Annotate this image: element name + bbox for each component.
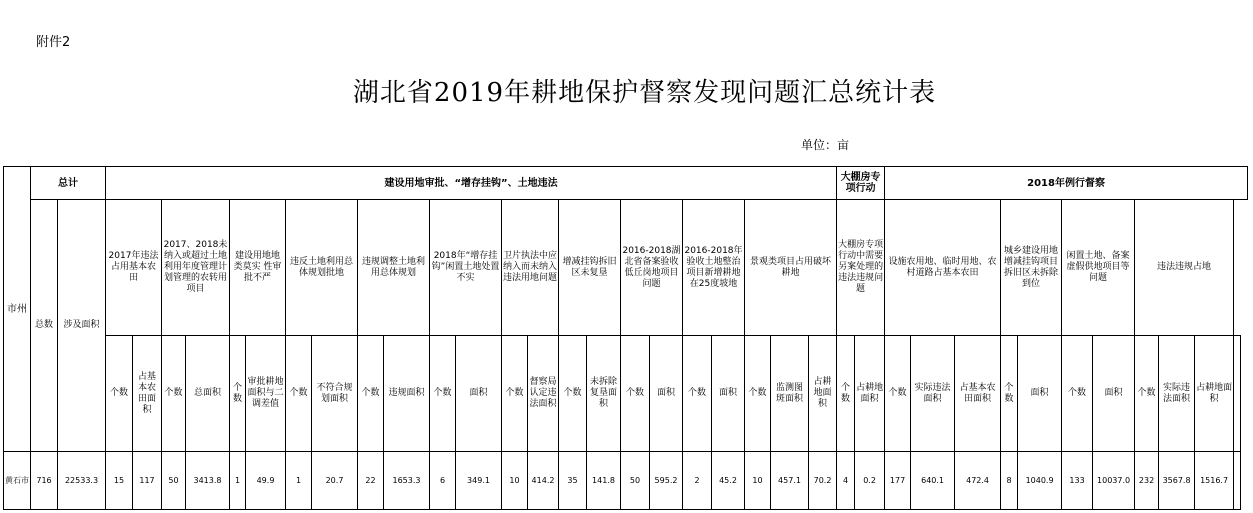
data-cell: 70.2 (809, 452, 837, 510)
data-cell: 45.2 (712, 452, 745, 510)
subheader-cell: 实际违法面积 (911, 336, 955, 452)
data-cell: 457.1 (771, 452, 809, 510)
subheader-cell: 占耕地面积 (1195, 336, 1234, 452)
category-header: 增减挂钩拆旧区未复垦 (559, 200, 621, 336)
subheader-cell: 个数 (430, 336, 456, 452)
category-header: 城乡建设用地增减挂钩项目拆旧区未拆除到位 (1001, 200, 1062, 336)
title-text: 湖北省2019年耕地保护督察发现问题汇总统计表 (352, 78, 937, 108)
data-cell: 1040.9 (1018, 452, 1062, 510)
data-cell: 15 (106, 452, 133, 510)
subheader-cell: 个数 (683, 336, 712, 452)
data-cell: 595.2 (650, 452, 683, 510)
subheader-cell: 面积 (650, 336, 683, 452)
data-cell: 8 (1001, 452, 1018, 510)
category-header: 大棚房专项行动中需要另案处理的违法违规问题 (837, 200, 885, 336)
category-header: 建设用地地类莫实 性审批不严 (230, 200, 286, 336)
data-cell: 50 (162, 452, 186, 510)
group-header-total: 总计 (31, 167, 106, 200)
category-header: 景观类项目占用破坏耕地 (745, 200, 837, 336)
subheader-cell: 个数 (559, 336, 587, 452)
group-header-greenhouse: 大棚房专项行动 (837, 167, 885, 200)
subheader-cell: 个数 (358, 336, 384, 452)
total-area-cell: 22533.3 (58, 452, 106, 510)
subheader-cell: 总面积 (186, 336, 230, 452)
data-cell: 232 (1135, 452, 1159, 510)
subheader-cell: 监测图斑面积 (771, 336, 809, 452)
subheader-cell: 占耕地面积 (809, 336, 837, 452)
data-cell: 1516.7 (1195, 452, 1234, 510)
data-cell: 141.8 (587, 452, 621, 510)
subheader-cell: 个数 (106, 336, 133, 452)
data-cell: 3567.8 (1159, 452, 1195, 510)
data-cell: 20.7 (312, 452, 358, 510)
category-header: 闲置土地、备案虚假供地项目等问题 (1062, 200, 1135, 336)
group-header-inspection-2018: 2018年例行督察 (885, 167, 1248, 200)
statistics-table (3, 166, 1248, 510)
data-cell: 0.2 (855, 452, 885, 510)
subheader-cell: 占耕地面积 (855, 336, 885, 452)
data-cell: 1 (230, 452, 246, 510)
subheader-cell: 审批耕地面积与二调差值 (246, 336, 286, 452)
data-cell: 49.9 (246, 452, 286, 510)
subheader-cell: 个数 (502, 336, 528, 452)
category-header: 2017年违法占用基本农田 (106, 200, 162, 336)
subheader-cell (1234, 336, 1241, 452)
data-cell: 22 (358, 452, 384, 510)
subheader-cell: 不符合规划面积 (312, 336, 358, 452)
group-header-construction: 建设用地审批、“增存挂钩”、土地违法 (106, 167, 837, 200)
total-area-header: 涉及面积 (58, 200, 106, 452)
subheader-cell: 个数 (745, 336, 771, 452)
subheader-cell: 个数 (162, 336, 186, 452)
subheader-cell: 个数 (837, 336, 855, 452)
subheader-cell: 个数 (1135, 336, 1159, 452)
category-header: 设施农用地、临时用地、农村道路占基本农田 (885, 200, 1001, 336)
category-header: 违法违规占地 (1135, 200, 1234, 336)
page-title (0, 72, 1253, 109)
category-header: 卫片执法中应纳入而未纳入违法用地问题 (502, 200, 559, 336)
data-cell: 472.4 (955, 452, 1001, 510)
subheader-cell: 个数 (621, 336, 650, 452)
data-cell: 1653.3 (384, 452, 430, 510)
data-cell: 640.1 (911, 452, 955, 510)
data-cell: 1 (286, 452, 312, 510)
table-row (4, 452, 1248, 510)
data-cell: 117 (133, 452, 162, 510)
category-header: 违规调整土地利用总体规划 (358, 200, 430, 336)
category-header: 2016-2018湖北省备案验收低丘岗地项目问题 (621, 200, 683, 336)
subheader-cell: 个数 (286, 336, 312, 452)
subheader-cell: 面积 (1018, 336, 1062, 452)
subheader-cell: 占基本农田面积 (133, 336, 162, 452)
data-cell (1234, 452, 1241, 510)
data-cell: 349.1 (456, 452, 502, 510)
subheader-cell: 个数 (1001, 336, 1018, 452)
attachment-label: 附件2 (36, 35, 71, 50)
subheader-cell: 个数 (1062, 336, 1093, 452)
category-header: 违反土地利用总体规划批地 (286, 200, 358, 336)
total-count-header: 总数 (31, 200, 58, 452)
subheader-cell: 实际违法面积 (1159, 336, 1195, 452)
data-cell: 4 (837, 452, 855, 510)
data-cell: 10 (502, 452, 528, 510)
data-cell: 177 (885, 452, 911, 510)
data-cell: 3413.8 (186, 452, 230, 510)
city-cell: 黄石市 (4, 452, 31, 510)
data-cell: 414.2 (528, 452, 559, 510)
city-header: 市州 (4, 167, 31, 452)
data-cell: 2 (683, 452, 712, 510)
data-cell: 35 (559, 452, 587, 510)
subheader-cell: 未拆除复垦面积 (587, 336, 621, 452)
category-header: 2018年“增存挂钩”闲置土地处置不实 (430, 200, 502, 336)
category-header: 2016-2018年验收土地整治项目新增耕地在25度坡地 (683, 200, 745, 336)
data-cell: 10 (745, 452, 771, 510)
unit-label: 单位：亩 (801, 138, 850, 152)
subheader-cell: 面积 (456, 336, 502, 452)
data-cell: 50 (621, 452, 650, 510)
data-cell: 10037.0 (1093, 452, 1135, 510)
subheader-cell: 个数 (230, 336, 246, 452)
total-count-cell: 716 (31, 452, 58, 510)
category-header: 2017、2018未纳入或超过土地利用年度管理计划管理的农转用项目 (162, 200, 230, 336)
subheader-cell: 违规面积 (384, 336, 430, 452)
subheader-cell: 个数 (885, 336, 911, 452)
data-cell: 6 (430, 452, 456, 510)
subheader-cell: 面积 (712, 336, 745, 452)
subheader-cell: 面积 (1093, 336, 1135, 452)
subheader-cell: 督察局认定违法面积 (528, 336, 559, 452)
data-cell: 133 (1062, 452, 1093, 510)
subheader-cell: 占基本农田面积 (955, 336, 1001, 452)
